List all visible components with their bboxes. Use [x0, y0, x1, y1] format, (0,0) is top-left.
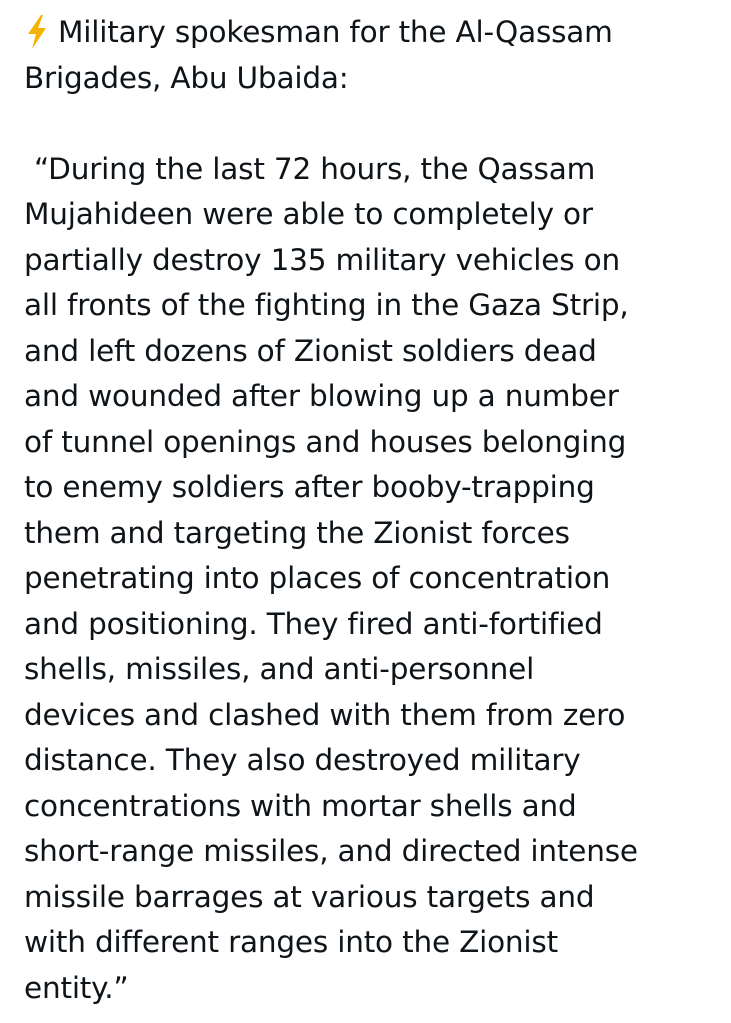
quote-line: shells, missiles, and anti-personnel	[24, 652, 535, 686]
paragraph-spacer	[24, 101, 714, 147]
quote-body	[24, 147, 714, 1012]
quote-line: distance. They also destroyed military	[24, 743, 581, 777]
quote-line: them and targeting the Zionist forces	[24, 515, 570, 550]
quote-line: and wounded after blowing up a number	[24, 379, 619, 413]
header-line-2: Brigades, Abu Ubaida:	[24, 60, 349, 95]
quote-line: Mujahideen were able to completely or	[24, 197, 593, 231]
header-text-1: Military spokesman for the Al-Qassam	[58, 15, 613, 49]
quote-line: with different ranges into the Zionist	[24, 925, 558, 959]
quote-line: “During the last 72 hours, the Qassam	[34, 151, 596, 186]
header-line-1	[24, 10, 714, 56]
quote-line: all fronts of the fighting in the Gaza Strip,	[24, 288, 629, 322]
post-text	[24, 10, 714, 1011]
quote-line: devices and clashed with them from zero	[24, 697, 626, 732]
quote-line: short-range missiles, and directed intense	[24, 834, 638, 868]
quote-line: concentrations with mortar shells and	[24, 788, 577, 823]
quote-line: entity.”	[24, 970, 129, 1005]
quote-line: to enemy soldiers after booby-trapping	[24, 470, 595, 504]
quote-line: partially destroy 135 military vehicles on	[24, 242, 620, 277]
quote-line: penetrating into places of concentration	[24, 561, 611, 595]
quote-line: of tunnel openings and houses belonging	[24, 424, 627, 459]
lightning-bolt-icon	[24, 14, 50, 54]
quote-line: and left dozens of Zionist soldiers dead	[24, 333, 597, 368]
quote-line: and positioning. They fired anti-fortified	[24, 606, 603, 641]
quote-line: missile barrages at various targets and	[24, 879, 595, 914]
